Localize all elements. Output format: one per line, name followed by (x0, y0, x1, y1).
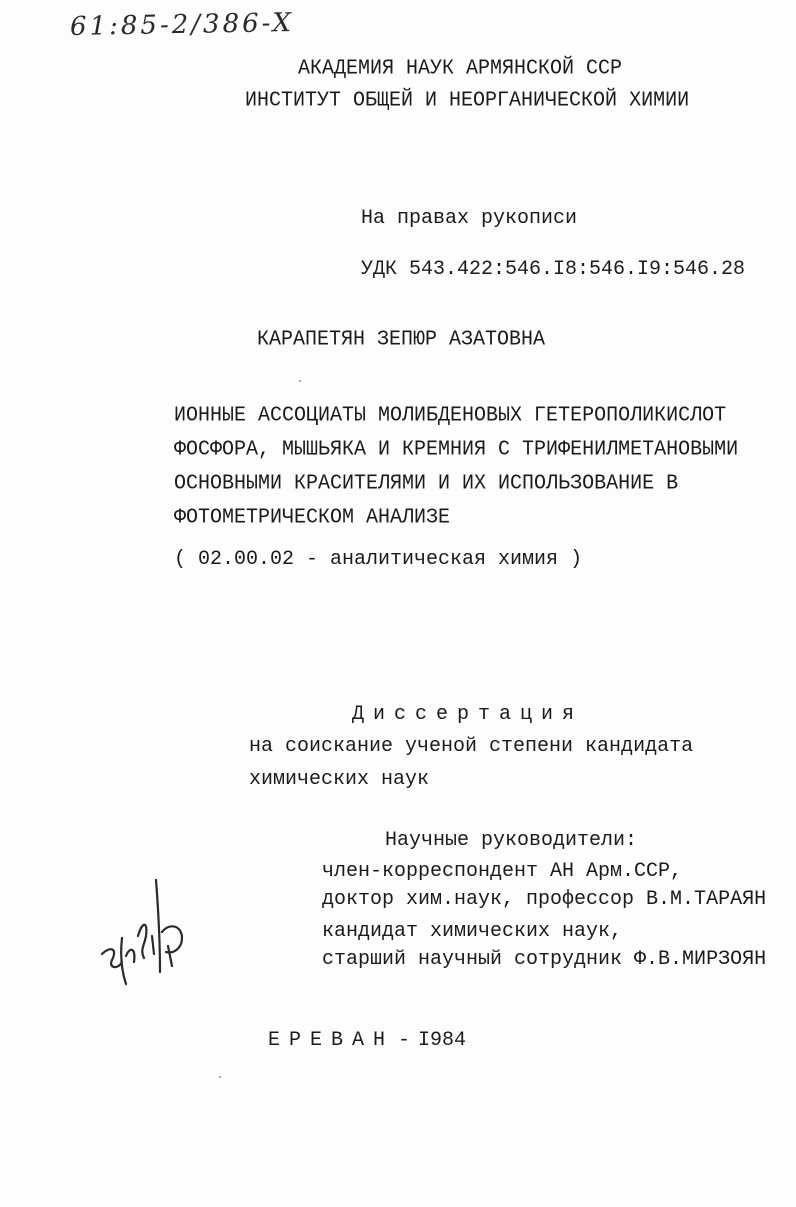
city-name: ЕРЕВАН (268, 1029, 395, 1052)
footer-separator: - (398, 1029, 411, 1052)
title-line-2: ФОСФОРА, МЫШЬЯКА И КРЕМНИЯ С ТРИФЕНИЛМЕТАНОВЫМИ (174, 437, 739, 462)
institute-name: ИНСТИТУТ ОБЩЕЙ И НЕОРГАНИЧЕСКОЙ ХИМИИ (245, 88, 690, 113)
dissertation-heading: Диссертация (352, 703, 584, 726)
paper-speck (219, 1076, 221, 1078)
supervisor-line-3: кандидат химических наук, (322, 920, 623, 943)
udc-code: УДК 543.422:546.I8:546.I9:546.28 (361, 258, 746, 281)
title-line-1: ИОННЫЕ АССОЦИАТЫ МОЛИБДЕНОВЫХ ГЕТЕРОПОЛИКИСЛОТ (174, 403, 727, 428)
author-name: КАРАПЕТЯН ЗЕПЮР АЗАТОВНА (257, 327, 546, 352)
supervisors-heading: Научные руководители: (385, 829, 638, 852)
supervisor-line-2: доктор хим.наук, профессор В.М.ТАРАЯН (322, 888, 767, 911)
title-line-4: ФОТОМЕТРИЧЕСКОМ АНАЛИЗЕ (174, 505, 451, 530)
title-line-3: ОСНОВНЫМИ КРАСИТЕЛЯМИ И ИХ ИСПОЛЬЗОВАНИЕ В (174, 471, 679, 496)
academy-name: АКАДЕМИЯ НАУК АРМЯНСКОЙ ССР (298, 56, 623, 81)
supervisor-line-1: член-корреспондент АН Арм.ССР, (322, 860, 683, 883)
paper-speck (299, 380, 301, 382)
degree-line-2: химических наук (249, 768, 430, 791)
degree-line-1: на соискание ученой степени кандидата (249, 735, 694, 758)
supervisor-line-4: старший научный сотрудник Ф.В.МИРЗОЯН (322, 948, 767, 971)
manuscript-rights: На правах рукописи (361, 207, 578, 230)
publication-year: I984 (418, 1029, 467, 1052)
handwritten-signature (96, 876, 196, 988)
handwritten-catalog-note: 61:85-2/386-X (69, 8, 295, 42)
specialty-code: ( 02.00.02 - аналитическая химия ) (174, 548, 583, 571)
